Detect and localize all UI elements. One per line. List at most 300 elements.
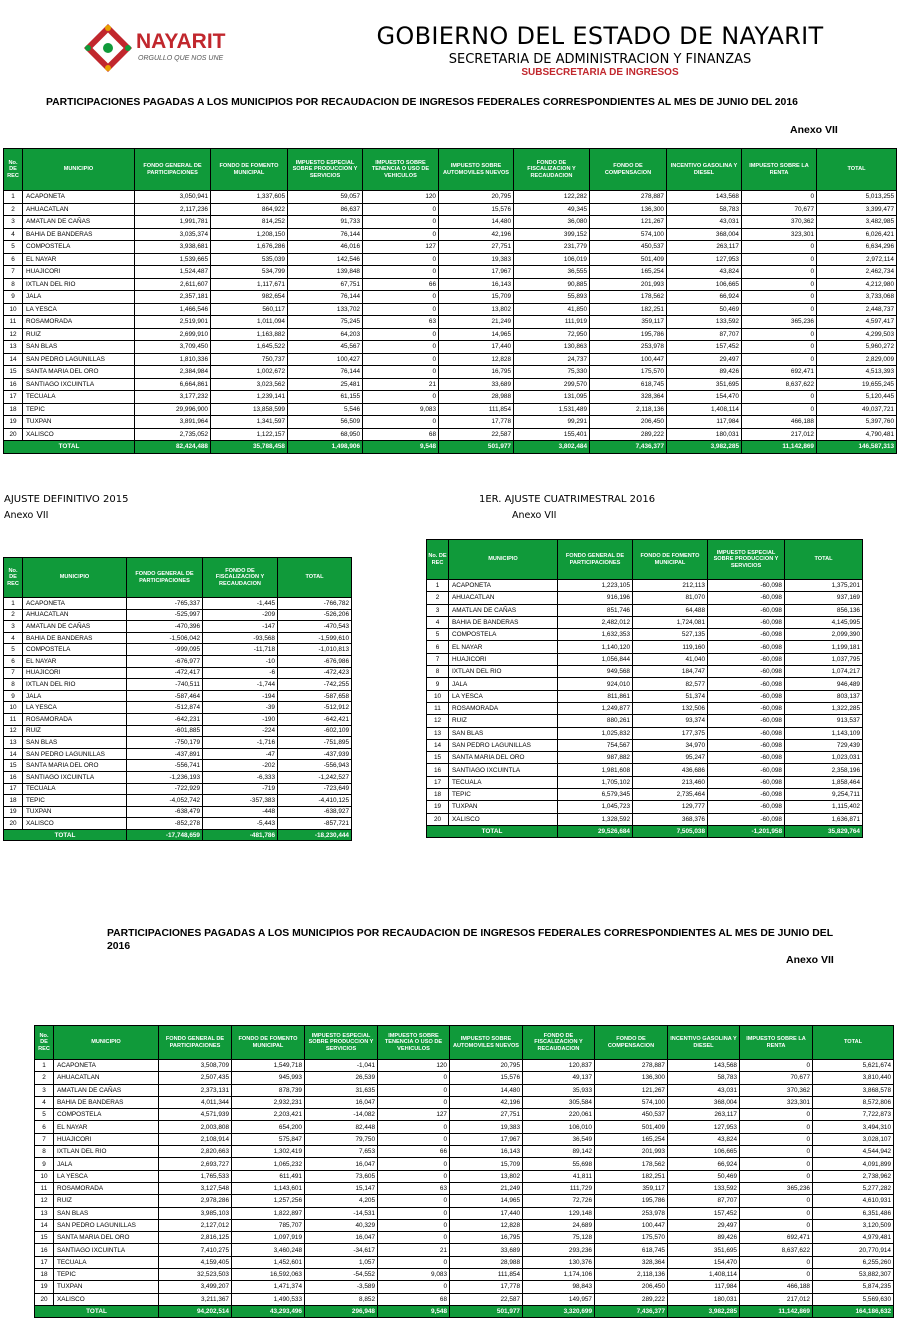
value-cell: 17,967 — [450, 1133, 523, 1145]
column-header: MUNICIPIO — [449, 540, 558, 580]
value-cell: 1,122,157 — [211, 428, 288, 441]
value-cell: 87,707 — [667, 328, 742, 341]
value-cell: 111,919 — [514, 316, 590, 329]
row-number: 9 — [35, 1158, 54, 1170]
value-cell: 1,981,608 — [558, 764, 633, 776]
value-cell: -1,744 — [203, 679, 278, 691]
value-cell: 803,137 — [785, 690, 863, 702]
value-cell: 201,993 — [595, 1146, 668, 1158]
value-cell: -470,396 — [127, 621, 203, 633]
value-cell: 1,037,795 — [785, 653, 863, 665]
value-cell: 3,499,207 — [159, 1281, 232, 1293]
row-number: 19 — [4, 806, 23, 818]
value-cell: 43,031 — [668, 1084, 740, 1096]
municipio-cell: BAHIA DE BANDERAS — [23, 228, 135, 241]
value-cell: 0 — [740, 1269, 813, 1281]
value-cell: -60,098 — [708, 702, 785, 714]
value-cell: 2,693,727 — [159, 1158, 232, 1170]
value-cell: 253,978 — [595, 1207, 668, 1219]
row-number: 2 — [4, 203, 23, 216]
value-cell: 560,117 — [211, 303, 288, 316]
value-cell: 106,665 — [668, 1146, 740, 1158]
total-value: 501,977 — [450, 1305, 523, 1317]
table-row — [4, 391, 897, 404]
value-cell: 121,267 — [595, 1084, 668, 1096]
municipio-cell: SAN BLAS — [54, 1207, 159, 1219]
row-number: 3 — [4, 216, 23, 229]
total-value: 11,142,869 — [740, 1305, 813, 1317]
row-number: 10 — [4, 702, 23, 714]
row-number: 10 — [4, 303, 23, 316]
value-cell: 43,824 — [667, 266, 742, 279]
value-cell: 16,047 — [305, 1232, 378, 1244]
table-row — [427, 666, 863, 678]
value-cell: 5,874,235 — [813, 1281, 894, 1293]
value-cell: 182,251 — [595, 1170, 668, 1182]
value-cell: 180,031 — [668, 1293, 740, 1305]
value-cell: 0 — [740, 1170, 813, 1182]
table-row — [4, 621, 352, 633]
row-number: 11 — [35, 1182, 54, 1194]
value-cell: 29,497 — [667, 353, 742, 366]
value-cell: 913,537 — [785, 715, 863, 727]
value-cell: 436,686 — [633, 764, 708, 776]
municipio-cell: SAN BLAS — [449, 727, 558, 739]
value-cell: 14,480 — [450, 1084, 523, 1096]
total-label: TOTAL — [4, 829, 127, 841]
anexo-label-2: Anexo VII — [786, 954, 834, 966]
value-cell: -6 — [203, 667, 278, 679]
value-cell: 1,539,665 — [135, 253, 211, 266]
value-cell: 2,978,286 — [159, 1195, 232, 1207]
value-cell: 1,810,336 — [135, 353, 211, 366]
value-cell: -4,410,125 — [278, 795, 352, 807]
value-cell: 29,497 — [668, 1219, 740, 1231]
total-value: 94,202,514 — [159, 1305, 232, 1317]
total-value: 35,829,764 — [785, 825, 863, 837]
value-cell: 100,427 — [288, 353, 363, 366]
value-cell: 165,254 — [590, 266, 667, 279]
value-cell: 68 — [363, 428, 439, 441]
value-cell: 365,236 — [740, 1182, 813, 1194]
value-cell: 16,592,063 — [232, 1269, 305, 1281]
table-row — [4, 702, 352, 714]
value-cell: 120 — [363, 191, 439, 204]
value-cell: -766,782 — [278, 598, 352, 610]
value-cell: 34,970 — [633, 739, 708, 751]
value-cell: -60,098 — [708, 801, 785, 813]
value-cell: 36,549 — [523, 1133, 595, 1145]
value-cell: 75,128 — [523, 1232, 595, 1244]
value-cell: 3,399,477 — [817, 203, 897, 216]
value-cell: 0 — [378, 1281, 450, 1293]
value-cell: 4,979,481 — [813, 1232, 894, 1244]
row-number: 11 — [4, 316, 23, 329]
column-header: No. DE REC — [35, 1026, 54, 1060]
report-title-2: PARTICIPACIONES PAGADAS A LOS MUNICIPIOS POR RECAUDACION DE INGRESOS FEDERALES CORRESPONDIENTES AL MES DE JUNIO DEL 2016 — [107, 928, 833, 952]
row-number: 20 — [4, 818, 23, 830]
value-cell: 120,837 — [523, 1060, 595, 1072]
table-row — [427, 604, 863, 616]
value-cell: 878,739 — [232, 1084, 305, 1096]
table-row — [427, 739, 863, 751]
municipio-cell: XALISCO — [449, 813, 558, 825]
total-value: 43,293,496 — [232, 1305, 305, 1317]
value-cell: -209 — [203, 609, 278, 621]
value-cell: 0 — [363, 341, 439, 354]
row-number: 6 — [35, 1121, 54, 1133]
value-cell: 15,576 — [439, 203, 514, 216]
value-cell: 22,587 — [439, 428, 514, 441]
value-cell: 130,863 — [514, 341, 590, 354]
value-cell: 7,410,275 — [159, 1244, 232, 1256]
value-cell: 328,364 — [590, 391, 667, 404]
table-row — [4, 818, 352, 830]
value-cell: 289,222 — [590, 428, 667, 441]
municipio-cell: SAN BLAS — [23, 737, 127, 749]
value-cell: 2,099,390 — [785, 629, 863, 641]
value-cell: -60,098 — [708, 666, 785, 678]
value-cell: 41,850 — [514, 303, 590, 316]
value-cell: 16,047 — [305, 1096, 378, 1108]
table-row — [4, 609, 352, 621]
value-cell: -642,421 — [278, 713, 352, 725]
municipio-cell: SAN PEDRO LAGUNILLAS — [23, 353, 135, 366]
table-row — [4, 241, 897, 254]
row-number: 6 — [4, 253, 23, 266]
value-cell: 76,144 — [288, 366, 363, 379]
value-cell: 178,562 — [595, 1158, 668, 1170]
row-number: 7 — [35, 1133, 54, 1145]
row-number: 5 — [4, 644, 23, 656]
value-cell: -60,098 — [708, 813, 785, 825]
value-cell: 50,469 — [668, 1170, 740, 1182]
municipio-cell: ROSAMORADA — [54, 1182, 159, 1194]
value-cell: 1,143,601 — [232, 1182, 305, 1194]
value-cell: 2,735,052 — [135, 428, 211, 441]
value-cell: 0 — [363, 416, 439, 429]
value-cell: 1,057 — [305, 1256, 378, 1268]
value-cell: 119,160 — [633, 641, 708, 653]
municipio-cell: BAHIA DE BANDERAS — [54, 1096, 159, 1108]
value-cell: 574,100 — [590, 228, 667, 241]
ajuste-cuatrimestral-anexo: Anexo VII — [512, 510, 557, 521]
table-row — [4, 353, 897, 366]
total-value: 9,548 — [378, 1305, 450, 1317]
value-cell: 2,519,901 — [135, 316, 211, 329]
row-number: 20 — [427, 813, 449, 825]
value-cell: 4,205 — [305, 1195, 378, 1207]
municipio-cell: SAN PEDRO LAGUNILLAS — [449, 739, 558, 751]
value-cell: 692,471 — [740, 1232, 813, 1244]
row-number: 1 — [427, 580, 449, 592]
table-row — [4, 428, 897, 441]
value-cell: 1,239,141 — [211, 391, 288, 404]
value-cell: 72,950 — [514, 328, 590, 341]
value-cell: -470,543 — [278, 621, 352, 633]
value-cell: -190 — [203, 713, 278, 725]
value-cell: 3,211,367 — [159, 1293, 232, 1305]
value-cell: 450,537 — [595, 1109, 668, 1121]
table-row — [427, 616, 863, 628]
value-cell: -722,929 — [127, 783, 203, 795]
total-value: 3,982,285 — [668, 1305, 740, 1317]
value-cell: 136,300 — [590, 203, 667, 216]
value-cell: 5,546 — [288, 403, 363, 416]
value-cell: 4,299,503 — [817, 328, 897, 341]
logo-wordmark: NAYARIT — [136, 30, 226, 53]
municipio-cell: LA YESCA — [54, 1170, 159, 1182]
table-row — [427, 715, 863, 727]
value-cell: 368,376 — [633, 813, 708, 825]
municipio-cell: TEPIC — [23, 795, 127, 807]
value-cell: 133,592 — [667, 316, 742, 329]
value-cell: 33,689 — [450, 1244, 523, 1256]
row-number: 9 — [4, 690, 23, 702]
value-cell: 3,028,107 — [813, 1133, 894, 1145]
value-cell: 1,174,106 — [523, 1269, 595, 1281]
table-row — [427, 776, 863, 788]
value-cell: 49,345 — [514, 203, 590, 216]
value-cell: 14,480 — [439, 216, 514, 229]
value-cell: 0 — [378, 1170, 450, 1182]
value-cell: 2,611,607 — [135, 278, 211, 291]
value-cell: -60,098 — [708, 789, 785, 801]
value-cell: 535,039 — [211, 253, 288, 266]
row-number: 17 — [4, 391, 23, 404]
value-cell: 2,357,181 — [135, 291, 211, 304]
ajuste-cuatrimestral-label: 1ER. AJUSTE CUATRIMESTRAL 2016 — [479, 494, 656, 505]
value-cell: 0 — [742, 253, 817, 266]
value-cell: -202 — [203, 760, 278, 772]
municipio-cell: SANTA MARIA DEL ORO — [23, 366, 135, 379]
column-header: MUNICIPIO — [54, 1026, 159, 1060]
municipio-cell: SANTIAGO IXCUINTLA — [449, 764, 558, 776]
table-header-row — [4, 149, 897, 191]
municipio-cell: TEPIC — [449, 789, 558, 801]
table-row — [35, 1244, 894, 1256]
value-cell: -601,885 — [127, 725, 203, 737]
municipio-cell: ACAPONETA — [449, 580, 558, 592]
value-cell: -39 — [203, 702, 278, 714]
value-cell: 1,097,919 — [232, 1232, 305, 1244]
value-cell: 8,637,622 — [742, 378, 817, 391]
column-header: TOTAL — [278, 558, 352, 598]
municipio-cell: JALA — [449, 678, 558, 690]
value-cell: 16,047 — [305, 1158, 378, 1170]
value-cell: 4,513,393 — [817, 366, 897, 379]
value-cell: 574,100 — [595, 1096, 668, 1108]
value-cell: 4,145,995 — [785, 616, 863, 628]
value-cell: 14,965 — [450, 1195, 523, 1207]
value-cell: 201,993 — [590, 278, 667, 291]
row-number: 4 — [35, 1096, 54, 1108]
value-cell: -5,443 — [203, 818, 278, 830]
value-cell: -638,927 — [278, 806, 352, 818]
value-cell: 66,924 — [667, 291, 742, 304]
row-number: 7 — [4, 667, 23, 679]
value-cell: 1,375,201 — [785, 580, 863, 592]
value-cell: 8,852 — [305, 1293, 378, 1305]
value-cell: 0 — [742, 403, 817, 416]
value-cell: 3,494,310 — [813, 1121, 894, 1133]
value-cell: 64,488 — [633, 604, 708, 616]
value-cell: 16,143 — [450, 1146, 523, 1158]
value-cell: 0 — [363, 253, 439, 266]
municipio-cell: BAHIA DE BANDERAS — [23, 632, 127, 644]
value-cell: 2,127,012 — [159, 1219, 232, 1231]
row-number: 8 — [4, 679, 23, 691]
row-number: 1 — [4, 191, 23, 204]
value-cell: 68,950 — [288, 428, 363, 441]
value-cell: -857,721 — [278, 818, 352, 830]
value-cell: 1,676,286 — [211, 241, 288, 254]
value-cell: 21 — [363, 378, 439, 391]
column-header: IMPUESTO SOBRE AUTOMOVILES NUEVOS — [439, 149, 514, 191]
value-cell: 13,802 — [450, 1170, 523, 1182]
column-header: FONDO DE FISCALIZACION Y RECAUDACION — [514, 149, 590, 191]
value-cell: -60,098 — [708, 629, 785, 641]
value-cell: 0 — [363, 266, 439, 279]
value-cell: 139,848 — [288, 266, 363, 279]
value-cell: 122,282 — [514, 191, 590, 204]
value-cell: -448 — [203, 806, 278, 818]
value-cell: 43,824 — [668, 1133, 740, 1145]
value-cell: 856,136 — [785, 604, 863, 616]
value-cell: 98,843 — [523, 1281, 595, 1293]
table-row — [4, 416, 897, 429]
value-cell: 575,847 — [232, 1133, 305, 1145]
table-row — [4, 679, 352, 691]
value-cell: 2,118,136 — [595, 1269, 668, 1281]
municipio-cell: ACAPONETA — [23, 598, 127, 610]
value-cell: 133,592 — [668, 1182, 740, 1194]
value-cell: 5,277,282 — [813, 1182, 894, 1194]
value-cell: 91,733 — [288, 216, 363, 229]
table-row — [4, 316, 897, 329]
value-cell: 618,745 — [590, 378, 667, 391]
value-cell: 1,023,031 — [785, 752, 863, 764]
row-number: 16 — [4, 378, 23, 391]
municipio-cell: LA YESCA — [23, 303, 135, 316]
value-cell: 127,953 — [667, 253, 742, 266]
municipio-cell: SAN PEDRO LAGUNILLAS — [54, 1219, 159, 1231]
value-cell: -60,098 — [708, 678, 785, 690]
value-cell: 305,584 — [523, 1096, 595, 1108]
value-cell: -14,531 — [305, 1207, 378, 1219]
value-cell: 351,695 — [668, 1244, 740, 1256]
value-cell: 7,722,873 — [813, 1109, 894, 1121]
value-cell: 82,448 — [305, 1121, 378, 1133]
row-number: 19 — [4, 416, 23, 429]
value-cell: 100,447 — [595, 1219, 668, 1231]
value-cell: 2,735,464 — [633, 789, 708, 801]
value-cell: 19,383 — [439, 253, 514, 266]
municipio-cell: SANTA MARIA DEL ORO — [23, 760, 127, 772]
municipio-cell: SAN PEDRO LAGUNILLAS — [23, 748, 127, 760]
column-header: FONDO DE COMPENSACION — [590, 149, 667, 191]
municipio-cell: HUAJICORI — [23, 667, 127, 679]
row-number: 5 — [35, 1109, 54, 1121]
column-header: FONDO DE FOMENTO MUNICIPAL — [211, 149, 288, 191]
total-value: 35,788,458 — [211, 441, 288, 454]
value-cell: 1,223,105 — [558, 580, 633, 592]
value-cell: -93,568 — [203, 632, 278, 644]
value-cell: 2,384,984 — [135, 366, 211, 379]
value-cell: 1,140,120 — [558, 641, 633, 653]
table-row — [4, 737, 352, 749]
municipio-cell: AMATLAN DE CAÑAS — [23, 621, 127, 633]
value-cell: 2,358,196 — [785, 764, 863, 776]
value-cell: 851,746 — [558, 604, 633, 616]
row-number: 12 — [4, 328, 23, 341]
table-row — [4, 291, 897, 304]
value-cell: 64,203 — [288, 328, 363, 341]
value-cell: 527,135 — [633, 629, 708, 641]
value-cell: 2,108,914 — [159, 1133, 232, 1145]
ajuste-definitivo-table — [3, 557, 352, 841]
value-cell: 3,035,374 — [135, 228, 211, 241]
value-cell: 0 — [742, 278, 817, 291]
municipio-cell: TECUALA — [54, 1256, 159, 1268]
value-cell: 937,169 — [785, 592, 863, 604]
value-cell: 35,933 — [523, 1084, 595, 1096]
municipio-cell: IXTLAN DEL RIO — [54, 1146, 159, 1158]
column-header: IMPUESTO SOBRE LA RENTA — [742, 149, 817, 191]
table-row — [4, 655, 352, 667]
value-cell: 4,091,899 — [813, 1158, 894, 1170]
row-number: 13 — [427, 727, 449, 739]
row-number: 15 — [35, 1232, 54, 1244]
total-row — [427, 825, 863, 837]
value-cell: 2,829,009 — [817, 353, 897, 366]
value-cell: 133,702 — [288, 303, 363, 316]
municipio-cell: EL NAYAR — [23, 253, 135, 266]
table-row — [427, 678, 863, 690]
row-number: 16 — [427, 764, 449, 776]
municipio-cell: COMPOSTELA — [54, 1109, 159, 1121]
value-cell: 155,401 — [514, 428, 590, 441]
value-cell: -224 — [203, 725, 278, 737]
table-row — [4, 328, 897, 341]
value-cell: 501,409 — [590, 253, 667, 266]
value-cell: -437,939 — [278, 748, 352, 760]
value-cell: -1,599,610 — [278, 632, 352, 644]
row-number: 17 — [4, 783, 23, 795]
value-cell: 1,724,081 — [633, 616, 708, 628]
value-cell: 55,698 — [523, 1158, 595, 1170]
value-cell: 293,236 — [523, 1244, 595, 1256]
value-cell: 121,267 — [590, 216, 667, 229]
value-cell: 323,301 — [740, 1096, 813, 1108]
value-cell: 55,893 — [514, 291, 590, 304]
column-header: FONDO DE COMPENSACION — [595, 1026, 668, 1060]
row-number: 7 — [427, 653, 449, 665]
municipio-cell: RUIZ — [54, 1195, 159, 1207]
value-cell: 1,705,102 — [558, 776, 633, 788]
value-cell: 14,965 — [439, 328, 514, 341]
table-row — [427, 641, 863, 653]
value-cell: -34,617 — [305, 1244, 378, 1256]
table-row — [427, 702, 863, 714]
value-cell: -194 — [203, 690, 278, 702]
value-cell: 1,632,353 — [558, 629, 633, 641]
value-cell: 0 — [742, 341, 817, 354]
municipio-cell: LA YESCA — [23, 702, 127, 714]
value-cell: 66,924 — [668, 1158, 740, 1170]
value-cell: 15,709 — [439, 291, 514, 304]
municipio-cell: ACAPONETA — [54, 1060, 159, 1072]
